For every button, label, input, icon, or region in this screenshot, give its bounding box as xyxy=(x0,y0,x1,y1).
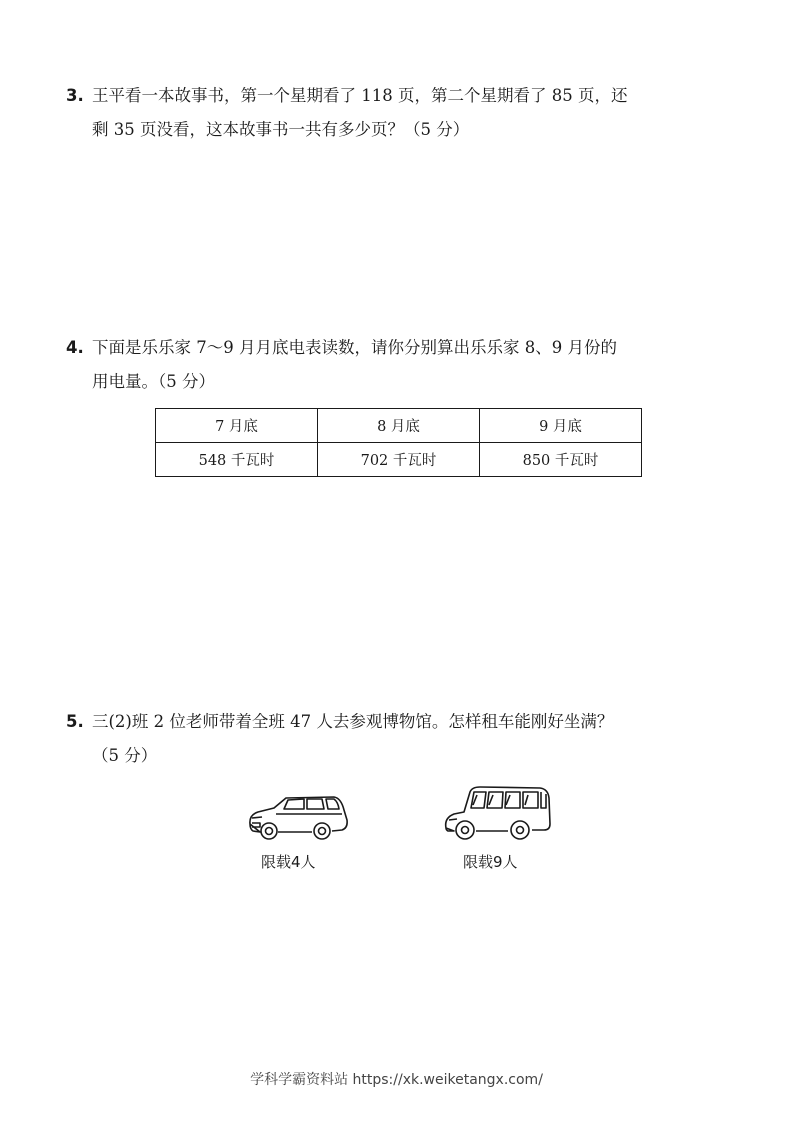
question-5 xyxy=(66,705,736,773)
bus-capacity-label: 限载9人 xyxy=(463,853,518,871)
car-icon xyxy=(246,790,351,845)
question-number: 3. xyxy=(66,86,84,105)
footer-watermark: 学科学霸资料站 https://xk.weiketangx.com/ xyxy=(250,1072,543,1088)
table-cell: 548 千瓦时 xyxy=(156,443,318,477)
question-text-line: 三(2)班 2 位老师带着全班 47 人去参观博物馆。怎样租车能刚好坐满？ xyxy=(92,712,614,731)
question-text-line: 用电量。（5 分） xyxy=(92,372,215,391)
question-4 xyxy=(66,331,736,399)
table-header-cell: 8 月底 xyxy=(318,409,480,443)
question-text-line: 下面是乐乐家 7～9 月月底电表读数，请你分别算出乐乐家 8、9 月份的 xyxy=(92,338,617,357)
question-number: 4. xyxy=(66,338,84,357)
question-text-line: 剩 35 页没看，这本故事书一共有多少页？（5 分） xyxy=(92,120,470,139)
question-3 xyxy=(66,79,736,147)
question-text-line: 王平看一本故事书，第一个星期看了 118 页，第二个星期看了 85 页，还 xyxy=(92,86,628,105)
meter-reading-table xyxy=(155,408,642,477)
car-capacity-label: 限载4人 xyxy=(261,853,316,871)
question-number: 5. xyxy=(66,712,84,731)
table-header-cell: 9 月底 xyxy=(480,409,642,443)
bus-icon xyxy=(440,784,552,846)
question-text-line: （5 分） xyxy=(92,746,158,765)
table-header-cell: 7 月底 xyxy=(156,409,318,443)
table-cell: 850 千瓦时 xyxy=(480,443,642,477)
table-header-row xyxy=(156,409,642,443)
table-cell: 702 千瓦时 xyxy=(318,443,480,477)
table-row xyxy=(156,443,642,477)
